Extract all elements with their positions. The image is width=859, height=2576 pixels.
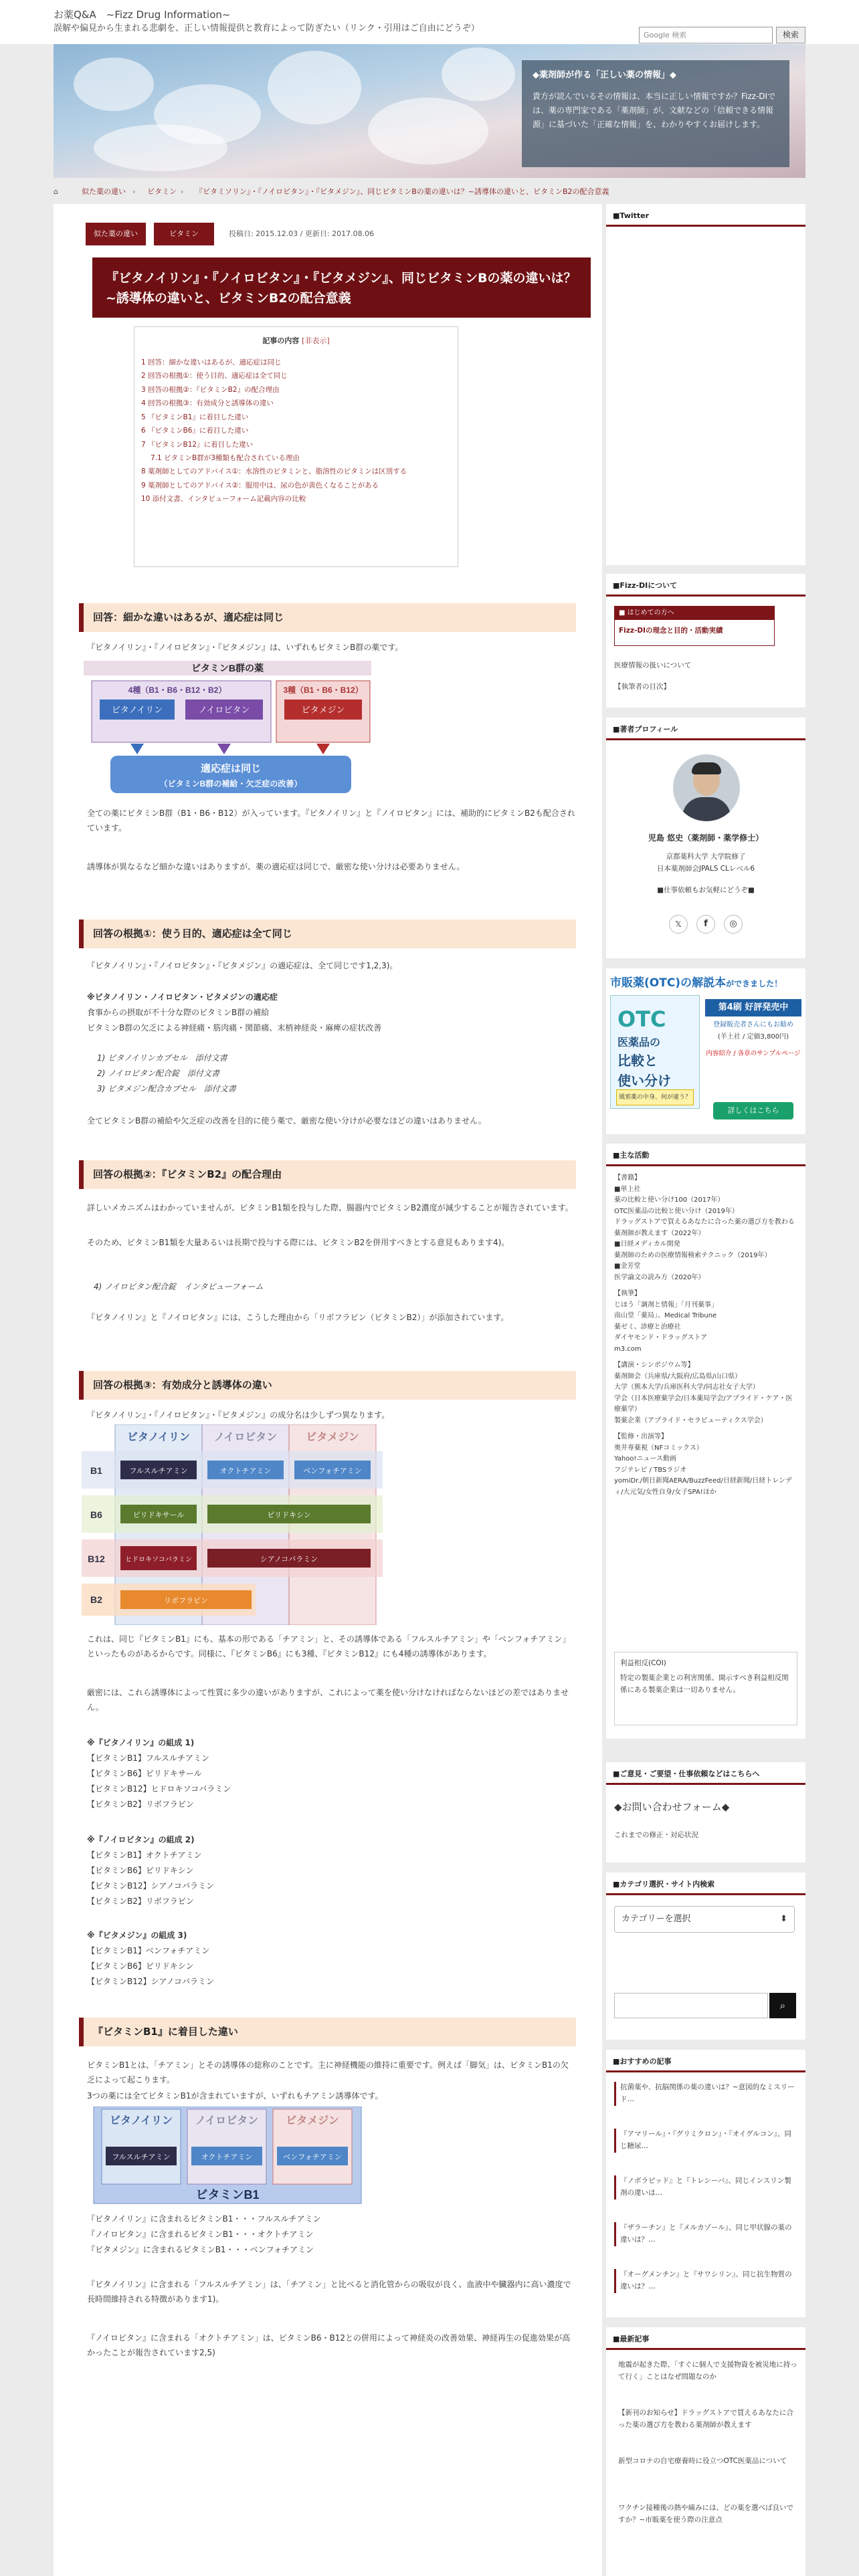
composition-line: 【ビタミンB12】シアノコバラミン bbox=[87, 1881, 214, 1891]
category-widget bbox=[606, 1872, 805, 2040]
post-date: 投稿日: 2015.12.03 / 更新日: 2017.08.06 bbox=[229, 229, 375, 238]
activity-line: 【執筆】 bbox=[614, 1290, 641, 1297]
toc-item[interactable]: 9 薬剤師としてのアドバイス②：服用中は、尿の色が黄色くなることがある bbox=[141, 481, 379, 490]
composition-line: 『ビタノイリン』に含まれるビタミンB1・・・フルスルチアミン bbox=[87, 2214, 321, 2224]
recommended-item[interactable]: 『ノボラピッド』と『トレシーバ』、同じインスリン製剤の違いは… bbox=[614, 2175, 797, 2199]
activity-line: 薬剤師会（兵庫県/大阪府/広島県/山口県） bbox=[614, 1372, 742, 1380]
composition-line: 【ビタミンB12】シアノコバラミン bbox=[87, 1977, 214, 1986]
activity-line: Yahoo!ニュース動画 bbox=[614, 1455, 676, 1463]
paragraph: これは、同じ『ビタミンB1』にも、基本の形である「チアミン」と、その誘導体である「フルスルチアミン」や「ベンフォチアミン」といったものがあるからです。同様に、『ビタミンB6』にも3種、『ビタミンB12』にも4種の誘導体があります。 bbox=[87, 1634, 571, 1659]
toc-toggle[interactable]: [非表示] bbox=[302, 336, 330, 345]
sidebar bbox=[606, 204, 805, 2576]
activity-line: ドラッグストアで買えるあなたに合った薬の選び方を教わる薬剤師が教えます（2022年） bbox=[614, 1218, 795, 1237]
toc-item[interactable]: 2 回答の根拠①：使う目的、適応症は全て同じ bbox=[141, 372, 288, 381]
drug-label: ノイロビタン bbox=[198, 705, 250, 715]
paragraph: 『ビタノイリン』に含まれる「フルスルチアミン」は、「チアミン」と比べると消化管からの吸収が良く、血液中や臓器内に高い濃度で長時間維持される特徴があります1)。 bbox=[87, 2280, 571, 2304]
column-header: ビタノイリン bbox=[109, 2115, 173, 2127]
book-note: 内容紹介 / 各章のサンプルページ bbox=[706, 1050, 801, 1057]
left-group-label: 4種（B1・B6・B12・B2） bbox=[128, 685, 227, 695]
about-banner-top: ■ はじめての方へ bbox=[615, 607, 774, 620]
indication-heading: ※ビタノイリン・ノイロビタン・ビタメジンの適応症 bbox=[87, 992, 278, 1002]
ingredient-label: オクトチアミン bbox=[201, 2153, 253, 2161]
column-header: ビタメジン bbox=[286, 2115, 339, 2127]
column-header: ビタメジン bbox=[306, 1432, 359, 1443]
paragraph: ビタミンB1とは、「チアミン」とその誘導体の総称のことです。主に神経機能の維持に重要です。例えば「脚気」は、ビタミンB1の欠乏によって起こります。 bbox=[87, 2060, 569, 2085]
paragraph: 『ビタノイリン』・『ノイロビタン』・『ビタメジン』の成分名は少しずつ異なります。 bbox=[87, 1410, 390, 1420]
diagram-caption: ビタミンB1 bbox=[195, 2188, 260, 2202]
reference: 4) ノイロビタン配合錠 インタビューフォーム bbox=[94, 1282, 264, 1291]
reference: 3) ビタメジン配合カプセル 添付文書 bbox=[97, 1084, 236, 1093]
column-header: ノイロビタン bbox=[213, 1432, 278, 1443]
widget-heading: ■著者プロフィール bbox=[606, 718, 805, 740]
toc-item[interactable]: 4 回答の根拠③：有効成分と誘導体の違い bbox=[141, 399, 274, 408]
hero-text: 貴方が読んでいるその情報は、本当に正しい情報ですか？Fizz-DIでは、薬の専門家である「薬剤師」が、文献などの「信頼できる情報源」に基づいた「正確な情報」を、わかりやすくお届けします。 bbox=[533, 92, 776, 130]
activities-list bbox=[614, 1173, 797, 1498]
toc-item[interactable]: 3 回答の根拠②：『ビタミンB2』の配合理由 bbox=[141, 385, 280, 394]
composition-line: 【ビタミンB1】フルスルチアミン bbox=[87, 1753, 210, 1763]
vitamin-b1-diagram bbox=[87, 2107, 368, 2207]
site-title[interactable]: お薬Q&A ~Fizz Drug Information~ bbox=[54, 9, 231, 21]
composition-line: 【ビタミンB6】ピリドキシン bbox=[87, 1961, 194, 1971]
paragraph: 『ノイロビタン』に含まれる「オクトチアミン」は、ビタミンB6・B12との併用によって神経炎の改善効果、神経再生の促進効果が高かったことが報告されています2,5) bbox=[87, 2333, 571, 2358]
activity-line: 薬剤師のための医療情報検索テクニック（2019年） bbox=[614, 1251, 771, 1259]
right-group-label: 3種（B1・B6・B12） bbox=[283, 685, 363, 695]
composition-heading: ※『ビタメジン』の組成 3) bbox=[87, 1931, 187, 1940]
indication-line: ビタミンB群の欠乏による神経痛・筋肉痛・関節痛、末梢神経炎・麻痺の症状改善 bbox=[87, 1023, 382, 1033]
contact-link[interactable]: ◆お問い合わせフォーム◆ bbox=[614, 1801, 730, 1813]
category-tag[interactable]: ビタミン bbox=[154, 223, 214, 245]
arrow-down bbox=[130, 744, 144, 754]
chevron-down-icon: ⬍ bbox=[780, 1914, 787, 1924]
instagram-icon[interactable]: ◎ bbox=[724, 915, 743, 934]
paragraph: 『ビタノイリン』・『ノイロビタン』・『ビタメジン』は、いずれもビタミンB群の薬です。 bbox=[87, 643, 403, 652]
drug-label: ビタメジン bbox=[301, 705, 345, 715]
paragraph: 誘導体が異なるなど細かな違いはありますが、薬の適応症は同じで、厳密な使い分けは必要ありません。 bbox=[87, 862, 465, 871]
activity-line: 【講演・シンポジウム等】 bbox=[614, 1362, 694, 1369]
paragraph: 『ビタノイリン』・『ノイロビタン』・『ビタメジン』の適応症は、全て同じです1,2,3)。 bbox=[87, 961, 398, 970]
breadcrumb-item[interactable]: 似た薬の違い bbox=[82, 187, 126, 196]
arrow-down bbox=[217, 744, 231, 754]
toc-item[interactable]: 7 『ビタミンB12』に着目した違い bbox=[141, 440, 254, 449]
book-price: (羊土社 / 定価3,800円) bbox=[717, 1033, 789, 1041]
book-ad[interactable] bbox=[606, 968, 805, 1134]
row-label: B2 bbox=[90, 1594, 102, 1605]
ingredient-label: ヒドロキソコバラミン bbox=[125, 1556, 192, 1564]
latest-item[interactable]: ワクチン接種後の熱や痛みには、どの薬を選べば良いですか？~市販薬を使う際の注意点 bbox=[618, 2504, 793, 2524]
activity-line: ダイヤモンド・ドラッグストア bbox=[614, 1334, 708, 1341]
activity-line: じほう「調剤と情報」「月刊薬事」 bbox=[614, 1301, 718, 1309]
composition-line: 【ビタミンB2】リボフラビン bbox=[87, 1800, 194, 1809]
widget-heading: ■最新記事 bbox=[606, 2327, 805, 2350]
book-tag: 登録販売者さんにもお勧め bbox=[713, 1021, 793, 1029]
site-description: 誤解や偏見から生まれる悲劇を、正しい情報提供と教育によって防ぎたい（リンク・引用はご自由にどうぞ） bbox=[54, 23, 480, 33]
recommended-item[interactable]: 『アマリール』・『グリミクロン』・『オイグルコン』、同じ糖尿… bbox=[614, 2129, 797, 2153]
activity-line: OTC医薬品の比較と使い分け（2019年） bbox=[614, 1207, 739, 1215]
author-name: 児島 悠史（薬剤師・薬学修士） bbox=[648, 833, 764, 843]
book-cover: OTC 医薬品の 比較と 使い分け 風邪薬の中身、何が違う？ bbox=[610, 995, 700, 1109]
paragraph: そのため、ビタミンB1類を大量あるいは長期で投与する際には、ビタミンB2を併用すべきとする意見もあります4)。 bbox=[87, 1238, 510, 1247]
activity-line: 【監修・出演等】 bbox=[614, 1433, 668, 1440]
activity-line: 【書籍】 bbox=[614, 1174, 641, 1182]
latest-widget bbox=[606, 2327, 805, 2576]
breadcrumb: ⌂ 似た薬の違い › ビタミン › 『ビタミソリン』・『ノイロビタン』・『ビタメジン』、同じビタミンBの薬の違いは？~誘導体の違いと、ビタミンB2の配合意義 bbox=[54, 181, 805, 201]
breadcrumb-item[interactable]: ビタミン bbox=[147, 187, 177, 196]
activity-line bbox=[614, 1283, 797, 1289]
toc-item[interactable]: 10 添付文書、インタビューフォーム記載内容の比較 bbox=[141, 495, 306, 504]
widget-heading: ■主な活動 bbox=[606, 1144, 805, 1166]
coi-title: 利益相反(COI) bbox=[620, 1659, 666, 1667]
ingredient-label: ピリドキシン bbox=[267, 1511, 311, 1519]
hero-banner bbox=[54, 44, 805, 178]
toc-item[interactable]: 7.1 ビタミンB群が3種類も配合されている理由 bbox=[151, 453, 300, 462]
activity-line: 奥井専薬視（NFコミックス） bbox=[614, 1444, 703, 1452]
composition-line: 【ビタミンB12】ヒドロキソコバラミン bbox=[87, 1784, 231, 1794]
reference: 1) ビタノイリンカプセル 添付文書 bbox=[97, 1053, 227, 1063]
composition-heading: ※『ノイロビタン』の組成 2) bbox=[87, 1835, 195, 1844]
activity-line: 医学論文の読み方（2020年） bbox=[614, 1273, 705, 1281]
toc-title: 記事の内容 bbox=[262, 336, 300, 345]
composition-line: 【ビタミンB1】オクトチアミン bbox=[87, 1850, 202, 1860]
contact-widget bbox=[606, 1762, 805, 1862]
toc-item[interactable]: 1 回答：細かな違いはあるが、適応症は同じ bbox=[141, 358, 282, 366]
section-heading: 回答の根拠③：有効成分と誘導体の違い bbox=[79, 1371, 576, 1400]
column-header: ビタノイリン bbox=[126, 1432, 191, 1443]
row-label: B1 bbox=[90, 1465, 102, 1476]
latest-item[interactable]: 地震が起きた際、「すぐに個人で支援物資を被災地に持って行く」ことはなぜ問題なのか bbox=[618, 2361, 797, 2381]
ingredient-label: ベンフォチアミン bbox=[283, 2153, 342, 2161]
about-link[interactable]: 医療情報の扱いについて bbox=[614, 661, 692, 669]
coi-text: 特定の製薬企業との利害関係、開示すべき利益相反関係にある製薬企業は一切ありません。 bbox=[620, 1673, 789, 1694]
activity-line: フジテレビ / TBSラジオ bbox=[614, 1466, 687, 1474]
section-heading: 回答の根拠①：使う目的、適応症は全て同じ bbox=[79, 920, 576, 948]
activity-line bbox=[614, 1426, 797, 1432]
toc-item[interactable]: 8 薬剤師としてのアドバイス①：水溶性のビタミンと、脂溶性のビタミンは区別する bbox=[141, 467, 407, 476]
coi-box bbox=[614, 1652, 797, 1725]
composition-line: 『ビタメジン』に含まれるビタミンB1・・・ベンフォチアミン bbox=[87, 2245, 314, 2254]
twitter-icon[interactable]: 𝕏 bbox=[669, 915, 688, 934]
vitamin-b-diagram bbox=[84, 661, 385, 801]
paragraph: 全ての薬にビタミンB群（B1・B6・B12）が入っています。『ビタノイリン』と『ノイロビタン』には、補助的にビタミンB2も配合されています。 bbox=[87, 809, 575, 833]
profile-widget bbox=[606, 718, 805, 958]
composition-line: 【ビタミンB6】ピリドキサール bbox=[87, 1769, 202, 1778]
ingredient-label: ピリドキサール bbox=[132, 1511, 185, 1519]
ingredient-label: フルスルチアミン bbox=[112, 2153, 171, 2161]
widget-heading: ■Twitter bbox=[606, 204, 805, 227]
category-select[interactable]: カテゴリーを選択 ⬍ bbox=[614, 1906, 795, 1933]
activity-line: ■日経メディカル開発 bbox=[614, 1241, 680, 1248]
home-icon[interactable]: ⌂ bbox=[54, 187, 58, 196]
activity-line: m3.com bbox=[614, 1345, 642, 1353]
composition-line: 【ビタミンB1】ベンフォチアミン bbox=[87, 1946, 210, 1955]
widget-heading: ■ご意見・ご要望・仕事依頼などはこちらへ bbox=[606, 1762, 805, 1785]
indication-line: 食事からの摂取が不十分な際のビタミンB群の補給 bbox=[87, 1008, 270, 1017]
article-title: 『ビタノイリン』・『ノイロビタン』・『ビタメジン』、同じビタミンBの薬の違いは？~誘導体の違いと、ビタミンB2の配合意義 bbox=[92, 257, 591, 318]
paragraph: 『ビタノイリン』と『ノイロビタン』には、こうした理由から「リボフラビン（ビタミンB2）」が添加されています。 bbox=[87, 1313, 509, 1322]
search-icon[interactable]: ⌕ bbox=[769, 1993, 796, 2018]
activity-line: 大学（熊本大学/兵庫医科大学/同志社女子大学） bbox=[614, 1384, 759, 1391]
recommended-item[interactable]: 『オーグメンチン』と『サワシリン』、同じ抗生物質の違いは？… bbox=[614, 2269, 797, 2293]
about-banner-text: Fizz-DIの理念と目的・活動実績 bbox=[619, 627, 723, 635]
book-details-button[interactable]: 詳しくはこちら bbox=[713, 1102, 793, 1119]
about-widget bbox=[606, 574, 805, 708]
activity-line: 薬ゼミ、診療と治療社 bbox=[614, 1323, 681, 1331]
widget-heading: ■カテゴリ選択・サイト内検索 bbox=[606, 1872, 805, 1895]
author-line: 日本薬剤師会JPALS CLレベル6 bbox=[656, 865, 755, 873]
twitter-widget bbox=[606, 204, 805, 565]
section-heading: 『ビタミンB1』に着目した違い bbox=[79, 2018, 576, 2046]
paragraph: 3つの薬には全てビタミンB1が含まれていますが、いずれもチアミン誘導体です。 bbox=[87, 2091, 383, 2101]
ingredient-label: フルスルチアミン bbox=[129, 1467, 188, 1475]
ingredient-label: オクトチアミン bbox=[219, 1467, 272, 1475]
paragraph: 詳しいメカニズムはわかっていませんが、ビタミンB1類を投与した際、腸器内でビタミンB2濃度が減少することが報告されています。 bbox=[87, 1203, 573, 1212]
activity-line: ■単上社 bbox=[614, 1185, 641, 1193]
site-header bbox=[0, 0, 859, 44]
hero-heading: ◆薬剤師が作る「正しい薬の情報」◆ bbox=[533, 70, 676, 80]
activity-line: 製薬企業（アプライド・セラピューティクス学会） bbox=[614, 1416, 767, 1424]
category-tag[interactable]: 似た薬の違い bbox=[86, 223, 146, 245]
article-main bbox=[54, 204, 602, 2576]
paragraph: 全てビタミンB群の補給や欠乏症の改善を目的に使う薬で、厳密な使い分けが必要なほどの違いはありません。 bbox=[87, 1116, 486, 1125]
contact-note[interactable]: これまでの修正・対応状況 bbox=[614, 1831, 698, 1839]
latest-item[interactable]: 新型コロナの自宅療養時に役立つOTC医薬品について bbox=[618, 2457, 787, 2465]
activity-line: 南山堂「薬局」、Medical Tribune bbox=[614, 1312, 717, 1319]
table-of-contents bbox=[134, 326, 458, 567]
toc-item[interactable]: 5 『ビタミンB1』に着目した違い bbox=[141, 413, 249, 421]
site-search-input[interactable] bbox=[614, 1993, 768, 2018]
row-label: B6 bbox=[90, 1509, 102, 1520]
ingredient-label: シアノコバラミン bbox=[260, 1555, 318, 1564]
diagram-title: ビタミンB群の薬 bbox=[191, 663, 264, 673]
row-label: B12 bbox=[88, 1553, 105, 1564]
about-link[interactable]: 【執筆者の目次】 bbox=[614, 683, 670, 691]
activity-line bbox=[614, 1355, 797, 1360]
column-header: ノイロビタン bbox=[195, 2115, 259, 2127]
avatar bbox=[673, 754, 740, 821]
toc-item[interactable]: 6 『ビタミンB6』に着目した違い bbox=[141, 427, 249, 435]
recommended-widget bbox=[606, 2050, 805, 2317]
indication-text: （ビタミンB群の補給・欠乏症の改善） bbox=[159, 779, 302, 788]
author-line: ■仕事依頼もお気軽にどうぞ■ bbox=[657, 886, 755, 894]
composition-heading: ※『ビタノイリン』の組成 1) bbox=[87, 1738, 195, 1747]
widget-heading: ■おすすめの記事 bbox=[606, 2050, 805, 2072]
about-banner[interactable] bbox=[614, 606, 775, 646]
facebook-icon[interactable]: f bbox=[696, 915, 715, 934]
activity-line: 学会（日本医療薬学会/日本薬局学会/アプライド・ケア・医療薬学） bbox=[614, 1394, 793, 1413]
author-line: 京都薬科大学 大学院修了 bbox=[666, 853, 746, 861]
ingredient-label: ベンフォチアミン bbox=[303, 1467, 362, 1475]
drug-label: ビタノイリン bbox=[111, 705, 163, 715]
book-title: 市販薬(OTC)の解説本ができました！ bbox=[610, 976, 783, 990]
search-button[interactable]: 検索 bbox=[776, 27, 805, 43]
section-heading: 回答：細かな違いはあるが、適応症は同じ bbox=[79, 603, 576, 632]
book-tag: 第4刷 好評発売中 bbox=[705, 999, 801, 1016]
activities-widget bbox=[606, 1144, 805, 1739]
recommended-item[interactable]: 『ザラーチン』と『メルカゾール』、同じ甲状腺の薬の違いは？… bbox=[614, 2222, 797, 2246]
composition-line: 『ノイロビタン』に含まれるビタミンB1・・・オクトチアミン bbox=[87, 2230, 314, 2239]
activity-line: yomiDr./朝日新聞AERA/BuzzFeed/日経新聞/日経トレンディ/大元気/女性自身/女子SPA!ほか bbox=[614, 1477, 792, 1496]
arrow-down bbox=[316, 744, 330, 754]
latest-item[interactable]: 【新刊のお知らせ】ドラッグストアで買えるあなたに合った薬の選び方を教わる薬剤師が教えます bbox=[618, 2409, 793, 2429]
hero-message-box bbox=[522, 60, 789, 167]
activity-line: ■金芳堂 bbox=[614, 1263, 641, 1270]
recommended-item[interactable]: 抗菌薬や、抗脳関係の薬の違いは？~意図的なミスリード… bbox=[614, 2082, 797, 2106]
search-input[interactable]: Google 検索 bbox=[639, 27, 773, 43]
reference: 2) ノイロビタン配合錠 添付文書 bbox=[97, 1069, 220, 1078]
ingredient-table-diagram bbox=[82, 1424, 389, 1625]
breadcrumb-current: 『ビタミソリン』・『ノイロビタン』・『ビタメジン』、同じビタミンBの薬の違いは？~誘導体の違いと、ビタミンB2の配合意義 bbox=[195, 187, 609, 196]
section-heading: 回答の根拠②：『ビタミンB2』の配合理由 bbox=[79, 1160, 576, 1189]
composition-line: 【ビタミンB6】ピリドキシン bbox=[87, 1866, 194, 1875]
ingredient-label: リボフラビン bbox=[164, 1597, 208, 1605]
widget-heading: ■Fizz-DIについて bbox=[606, 574, 805, 597]
composition-line: 【ビタミンB2】リボフラビン bbox=[87, 1897, 194, 1906]
paragraph: 厳密には、これら誘導体によって性質に多少の違いがありますが、これによって薬を使い分けなければならないほどの差ではありません。 bbox=[87, 1688, 569, 1713]
indication-title: 適応症は同じ bbox=[200, 763, 262, 774]
activity-line: 薬の比較と使い分け100（2017年） bbox=[614, 1196, 725, 1204]
